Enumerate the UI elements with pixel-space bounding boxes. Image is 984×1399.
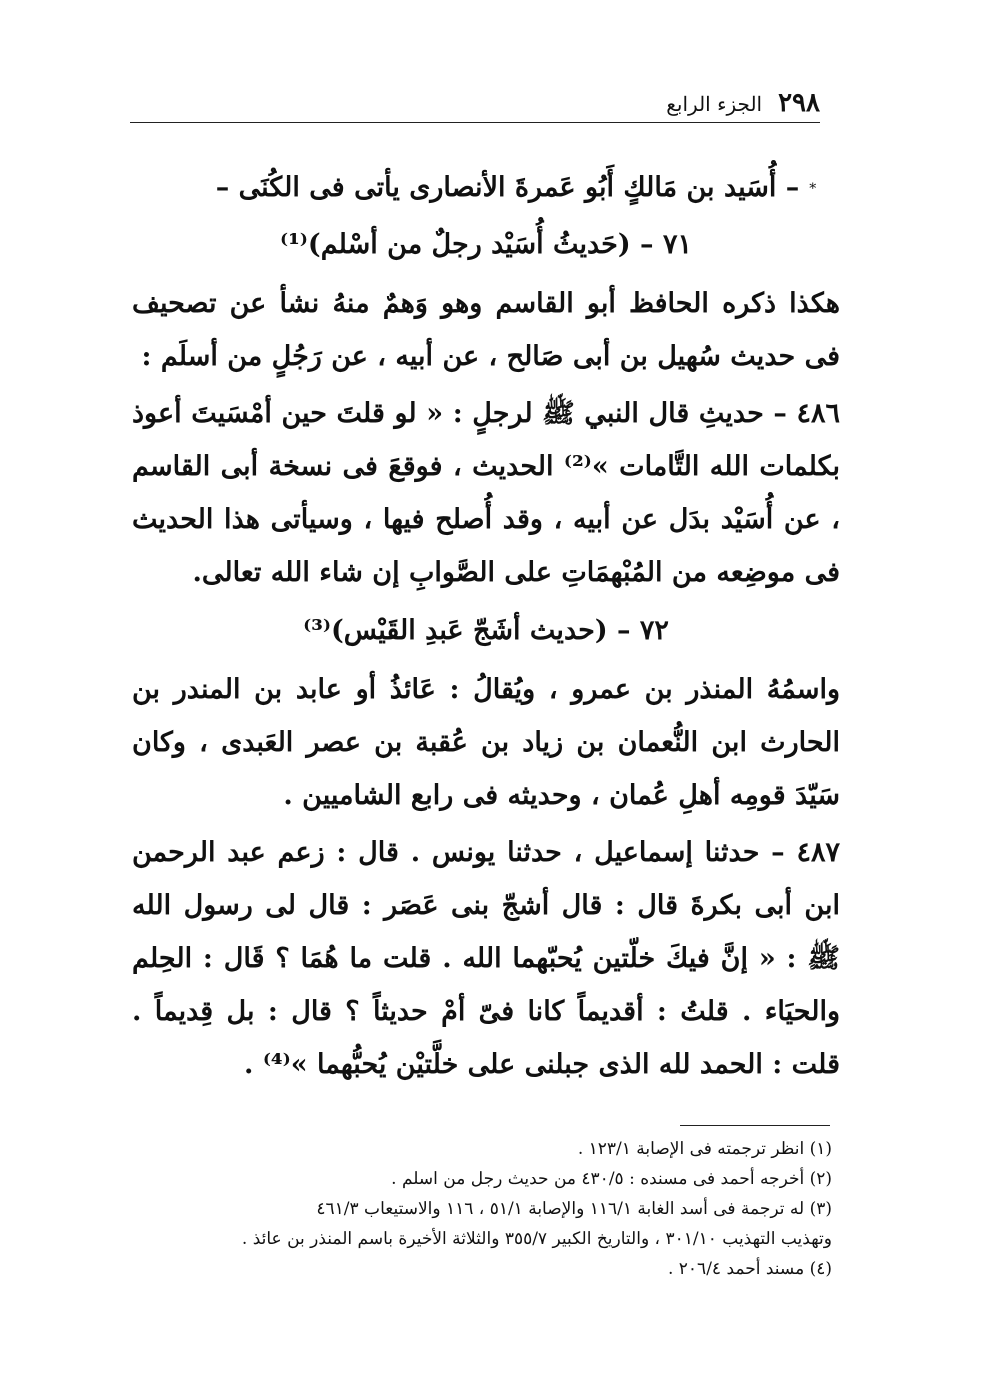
hadith-486: ٤٨٦ – حديثِ قال النبي ﷺ لرجلٍ : « لو قلتَ حين أمْسَيتَ أعوذ بكلمات الله التَّامات »⁽²⁾ الحديث ، فوقعَ فى نسخة أبى القاسم ، عن أُسَيْد بدَل عن أبيه ، وقد أُصلح فيها ، وسيأتى هذا الحديث فى موضِعه من المُبْهمَاتِ على الصَّوابِ إن شاء الله تعالى.: [132, 397, 840, 588]
entry-title-71: ٧١ – (حَديثُ أُسَيْد رجلٌ من أسْلم)⁽¹⁾: [280, 228, 692, 260]
footnote-2: (٢) أخرجه أحمد فى مسنده : ٤٣٠/٥ من حديث رجل من اسلم .: [391, 1169, 832, 1189]
header-rule: [130, 122, 820, 123]
footnote-rule: [680, 1125, 830, 1126]
main-text: [132, 160, 840, 1091]
footnote-4: (٤) مسند أحمد ٢٠٦/٤ .: [667, 1259, 832, 1279]
entry-title-text: – أُسَيد بن مَالكٍ أَبُو عَمرةَ الأنصارى يأتى فى الكُنَى –: [215, 172, 800, 203]
entry-title-72: ٧٢ – (حديث أشَجّ عَبدِ القَيْس)⁽³⁾: [303, 614, 669, 646]
hadith-487: ٤٨٧ – حدثنا إسماعيل ، حدثنا يونس . قال : زعم عبد الرحمن ابن أبى بكرةَ قال : قال أشجّ بنى عَصَر : قال لى رسول الله ﷺ : « إنَّ فيكَ خلّتين يُحبّهما الله . قلت ما هُمَا ؟ قَال : الحِلم والحيَاء . قلتُ : أقديماً كانا فىّ أمْ حديثاً ؟ قال : بل قِديماً . قلت : الحمد لله الذى جبلنى على خلَّتيْن يُحبُّهما »⁽⁴⁾ .: [132, 836, 840, 1080]
footnote-1: (١) انظر ترجمته فى الإصابة ١٢٣/١ .: [577, 1139, 832, 1159]
footnote-3: (٣) له ترجمة فى أسد الغابة ١١٦/١ والإصابة ٥١/١ ، ١١٦ والاستيعاب ٤٦١/٣: [316, 1199, 832, 1219]
footnotes: [132, 1134, 832, 1284]
footnote-3-continued: وتهذيب التهذيب ٣٠١/١٠ ، والتاريخ الكبير ٣٥٥/٧ والثلاثة الأخيرة باسم المنذر بن عائذ .: [241, 1229, 832, 1249]
paragraph-1: هكذا ذكره الحافظ أبو القاسم وهو وَهمٌ منهُ نشأ عن تصحيف فى حديث سُهيل بن أبى صَالح ، عن أبيه ، عن رَجُلٍ من أسلَم :: [132, 287, 840, 372]
part-label: الجزء الرابع: [666, 92, 763, 116]
page-number: ٢٩٨: [778, 88, 820, 118]
entry-title-usayd-ibn-malik: [132, 160, 840, 217]
asterisk-marker: *: [809, 180, 817, 197]
paragraph-3: واسمُهُ المنذر بن عمرو ، ويُقالُ : عَائذُ أو عابد بن المندر بن الحارث ابن النُّعمان بن زياد بن عُقبة بن عصر العَبدى ، وكان سَيّدَ قومِه أهلِ عُمان ، وحديثه فى رابع الشاميين .: [132, 673, 840, 811]
running-header: [130, 84, 820, 118]
